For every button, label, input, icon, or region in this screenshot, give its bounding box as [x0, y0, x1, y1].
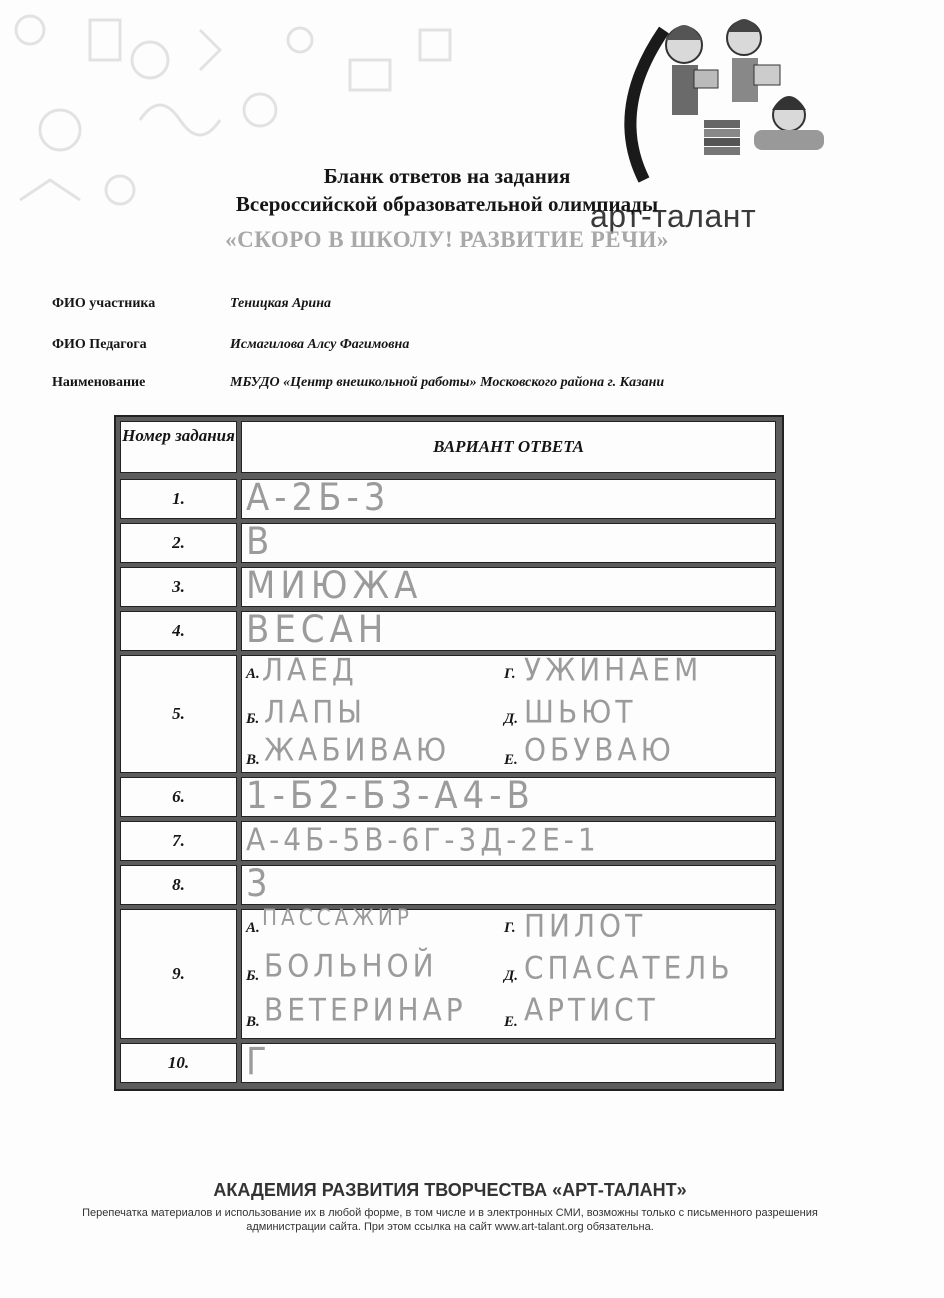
olympiad-name: «СКОРО В ШКОЛУ! РАЗВИТИЕ РЕЧИ»	[225, 227, 669, 252]
kids-reading-illustration	[604, 10, 834, 185]
task-number: 3.	[120, 567, 237, 607]
answer-cell	[241, 652, 776, 773]
handwritten-answer: ВЕТЕРИНАР	[264, 992, 467, 1029]
column-header-answer: ВАРИАНТ ОТВЕТА	[241, 421, 776, 473]
answer-cell	[241, 904, 776, 1039]
sub-letter: Е.	[504, 1014, 518, 1030]
footer-title: АКАДЕМИЯ РАЗВИТИЯ ТВОРЧЕСТВА «АРТ-ТАЛАНТ»	[213, 1180, 687, 1200]
footer-copyright-notice: Перепечатка материалов и использование их в любой форме, в том числе и в электронных СМИ, возможны только с письменного разрешения администрации сайта. При этом ссылка на сайт www.art-talant.org обязательна.	[82, 1207, 818, 1233]
form-title: Бланк ответов на задания	[323, 164, 571, 188]
teacher-label: ФИО Педагога	[52, 337, 147, 352]
handwritten-answer: ЛАПЫ	[264, 694, 366, 731]
handwritten-answer: 3	[246, 862, 273, 906]
handwritten-answer: ОБУВАЮ	[524, 732, 675, 769]
task-number: 8.	[120, 865, 237, 905]
answer-cell	[241, 564, 776, 608]
organization-label: Наименование	[52, 375, 146, 390]
answer-cell	[241, 476, 776, 520]
sub-letter: Д.	[504, 968, 518, 984]
answer-cell	[241, 774, 776, 818]
answer-cell	[241, 821, 776, 861]
answer-cell	[241, 1040, 776, 1084]
handwritten-answer: 1-Б2-Б3-А4-В	[246, 774, 535, 818]
handwritten-answer: ВЕСАН	[246, 608, 389, 652]
sub-letter: Б.	[246, 711, 260, 727]
participant-label: ФИО участника	[52, 296, 156, 311]
sub-letter: Г.	[504, 666, 516, 682]
sub-letter: А.	[246, 920, 260, 936]
answer-cell	[241, 608, 776, 652]
organization-value: МБУДО «Центр внешкольной работы» Московского района г. Казани	[230, 375, 665, 390]
task-number: 1.	[120, 479, 237, 519]
task-number: 5.	[120, 655, 237, 773]
teacher-value: Исмагилова Алсу Фагимовна	[230, 337, 410, 352]
participant-value: Теницкая Арина	[230, 296, 331, 311]
handwritten-answer: ПИЛОТ	[524, 908, 647, 945]
answer-cell	[241, 862, 776, 906]
handwritten-answer: БОЛЬНОЙ	[264, 948, 438, 985]
form-subtitle: Всероссийской образовательной олимпиады	[235, 192, 659, 216]
handwritten-answer: ПАССАЖИР	[262, 904, 413, 931]
sub-letter: В.	[246, 1014, 260, 1030]
task-number: 2.	[120, 523, 237, 563]
answer-cell	[241, 520, 776, 564]
doodle-background	[0, 0, 560, 260]
handwritten-answer: ШЬЮТ	[524, 694, 637, 731]
task-number: 7.	[120, 821, 237, 861]
sub-letter: Б.	[246, 968, 260, 984]
task-number: 4.	[120, 611, 237, 651]
handwritten-answer: А-4Б-5В-6Г-3Д-2Е-1	[246, 822, 600, 859]
handwritten-answer: ЛАЕД	[262, 652, 358, 689]
handwritten-answer: АРТИСТ	[524, 992, 659, 1029]
answer-table	[114, 415, 784, 1091]
column-header-task-number: Номер задания	[120, 421, 237, 473]
handwritten-answer: СПАСАТЕЛЬ	[524, 950, 734, 987]
brand-logo-text: арт-талант	[590, 198, 757, 234]
handwritten-answer: ЖАБИВАЮ	[264, 732, 451, 769]
sub-letter: В.	[246, 752, 260, 768]
sub-letter: Д.	[504, 711, 518, 727]
handwritten-answer: В	[246, 520, 275, 564]
handwritten-answer: УЖИНАЕМ	[524, 652, 703, 689]
sub-letter: Е.	[504, 752, 518, 768]
task-number: 10.	[120, 1043, 237, 1083]
task-number: 9.	[120, 909, 237, 1039]
sub-letter: А.	[246, 666, 260, 682]
handwritten-answer: Г	[246, 1040, 272, 1084]
task-number: 6.	[120, 777, 237, 817]
handwritten-answer: МИЮЖА	[246, 564, 423, 608]
handwritten-answer: А-2Б-3	[246, 476, 391, 520]
sub-letter: Г.	[504, 920, 516, 936]
